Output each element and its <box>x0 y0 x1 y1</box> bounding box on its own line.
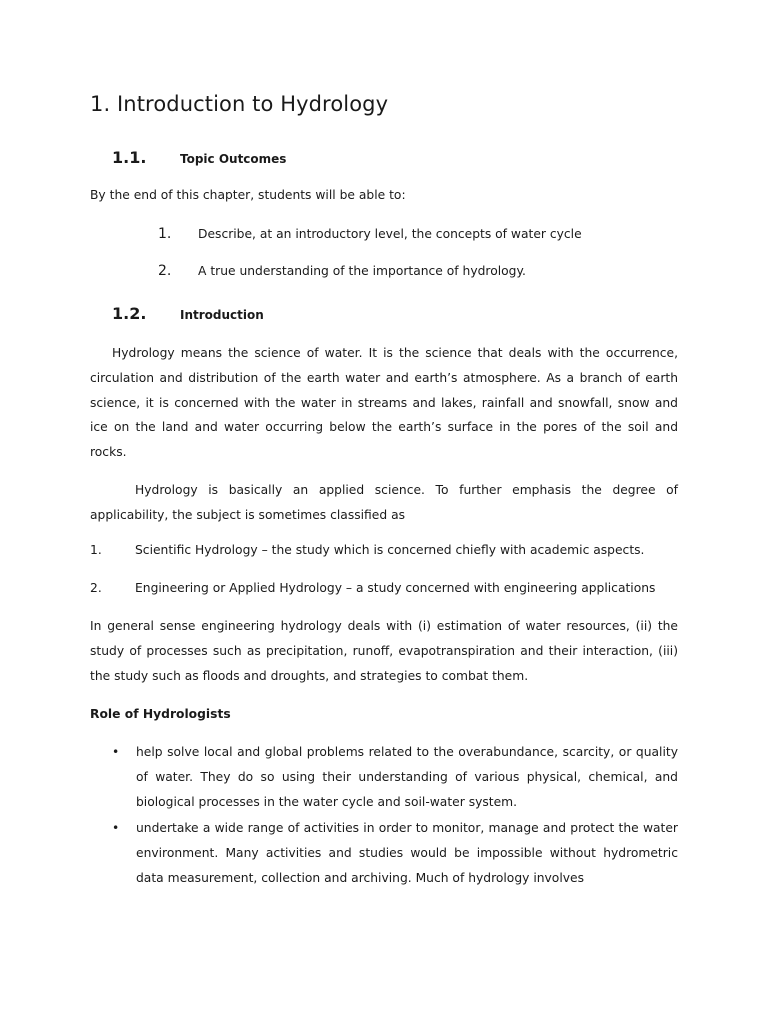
outcomes-lead-text: By the end of this chapter, students will be able to: <box>90 188 406 202</box>
bullet-text: help solve local and global problems related to the overabundance, scarcity, or quality of water. They do so using their understanding of various physical, chemical, and biological processes in the water cycle and soil-water system. <box>136 745 678 809</box>
section-heading-topic-outcomes <box>112 148 286 167</box>
outcome-text: Describe, at an introductory level, the concepts of water cycle <box>198 227 582 241</box>
intro-paragraph: Hydrology means the science of water. It is the science that deals with the occurrence, circulation and distribution of the earth water and earth’s atmosphere. As a branch of earth science, it is concerned with the water in streams and lakes, rainfall and snowfall, snow and ice on the land and water occurring below the earth’s surface in the pores of the soil and rocks. <box>90 346 678 460</box>
section-heading-introduction <box>112 304 264 323</box>
classification-number: 1. <box>90 543 102 557</box>
bullet-icon: • <box>112 745 120 759</box>
classification-number: 2. <box>90 581 102 595</box>
role-heading: Role of Hydrologists <box>90 707 231 721</box>
section-number: 1.1. <box>112 148 147 167</box>
outcome-number: 1. <box>158 226 172 242</box>
section-title: Topic Outcomes <box>180 152 287 166</box>
classification-item <box>90 543 644 557</box>
outcome-number: 2. <box>158 263 172 279</box>
classification-text: Engineering or Applied Hydrology – a study concerned with engineering applications <box>135 581 656 595</box>
classification-item <box>90 581 655 595</box>
outcome-item <box>158 263 526 279</box>
bullet-icon: • <box>112 821 120 835</box>
outcome-item <box>158 226 582 242</box>
bullet-text: undertake a wide range of activities in order to monitor, manage and protect the water environment. Many activities and studies would be impossible without hydrometric data measurement, collection and archiving. Much of hydrology involves <box>136 821 678 885</box>
bullet-item <box>112 740 678 814</box>
applied-science-paragraph: Hydrology is basically an applied science. To further emphasis the degree of applicability, the subject is sometimes classified as <box>90 483 678 522</box>
section-title: Introduction <box>180 308 264 322</box>
bullet-item <box>112 816 678 890</box>
outcome-text: A true understanding of the importance of hydrology. <box>198 264 526 278</box>
classification-text: Scientific Hydrology – the study which is concerned chiefly with academic aspects. <box>135 543 645 557</box>
chapter-title: 1. Introduction to Hydrology <box>90 92 389 116</box>
engineering-hydrology-paragraph: In general sense engineering hydrology deals with (i) estimation of water resources, (ii) the study of processes such as precipitation, runoff, evapotranspiration and their interaction, (iii) the study such as floods and droughts, and strategies to combat them. <box>90 619 678 683</box>
section-number: 1.2. <box>112 304 147 323</box>
